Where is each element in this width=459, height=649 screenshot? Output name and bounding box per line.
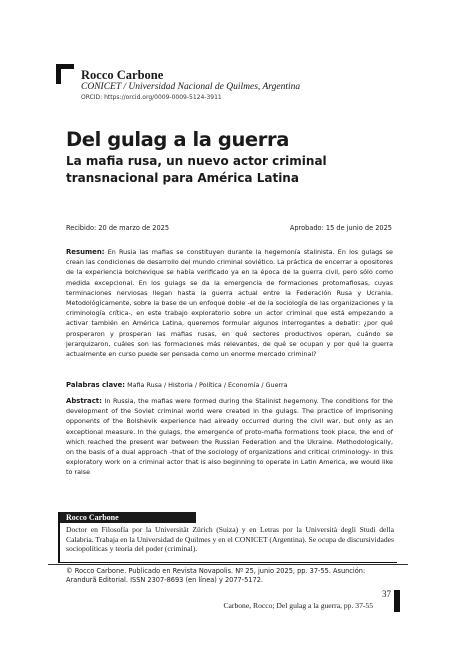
author-affiliation: CONICET / Universidad Nacional de Quilmes, Argentina (81, 82, 301, 92)
resumen-label: Resumen: (66, 248, 105, 256)
bio-text: Doctor en Filosofía por la Universität Zürich (Suiza) y en Letras por la Università degli Studi della Calabria. Trabaja en la Universidad de Quilmes y en el CONICET (Argentina). Se ocupa de discursividades sociopolíticas y teoría del poder (criminal). (66, 525, 394, 554)
article-subtitle: La mafia rusa, un nuevo actor criminal transnacional para América Latina (66, 154, 327, 185)
article-title: Del gulag a la guerra (66, 128, 289, 151)
author-orcid: ORCID: https://orcid.org/0009-0009-5124-3911 (81, 94, 222, 101)
author-name: Rocco Carbone (81, 68, 164, 82)
keywords-label: Palabras clave: (66, 381, 126, 389)
page-number: 37 (382, 589, 391, 599)
received-date: Recibido: 20 de marzo de 2025 (66, 224, 170, 232)
approved-date: Aprobado: 15 de junio de 2025 (289, 224, 392, 232)
keywords-text: Mafia Rusa / Historia / Política / Economía / Guerra (127, 381, 288, 389)
author-block (81, 68, 381, 102)
abstract-paragraph (66, 396, 393, 478)
resumen-paragraph (66, 247, 393, 359)
bio-heading: Rocco Carbone (60, 512, 196, 523)
abstract-label: Abstract: (66, 397, 102, 405)
resumen-text: En Rusia las mafias se constituyen durante la hegemonía stalinista. En los gulags se crean las condiciones de desarrollo del mundo criminal soviético. La práctica de encerrar a opositores de la experiencia bolchevique se había verificado ya en la época de la guerra civil, pero sólo como medida excepcional. En los gulags se da la emergencia de formaciones protomafiosas, cuyas terminaciones nerviosas llegan hasta la guerra actual entre la Federación Rusa y Ucrania. Metodológicamente, sobre la base de un enfoque doble -el de la sociología de las organizaciones y la criminología crítica-, en este trabajo exploratorio sobre un actor criminal que está empezando a activar también en América Latina, queremos formular algunos interrogantes a debatir: ¿por qué prosperaron y prosperan las mafias rusas, en qué sectores productivos operan, cuándo se jerarquizaron, cuáles son las formaciones más relevantes, de qué se ocupan y por qué la guerra actualmente en curso puede ser pensada como un enorme mercado criminal? (66, 248, 393, 359)
keywords-paragraph (66, 380, 393, 390)
page-marker-bar (394, 590, 400, 612)
running-head: Carbone, Rocco; Del gulag a la guerra, pp. 37-55 (223, 601, 373, 610)
author-bio-box (58, 512, 397, 563)
dates-row (66, 224, 392, 232)
abstract-text: In Russia, the mafias were formed during the Stalinist hegemony. The conditions for the development of the Soviet criminal world were created in the gulags. The practice of imprisoning opponents of the Bolshevik experience had already occurred during the civil war, but only as an exceptional measure. In the gulags, the emergence of proto-mafia formations took place, the end of which reached the present war between the Russian Federation and the Ukraine. Methodologically, on the basis of a dual approach -that of the sociology of organizations and critical criminology- in this exploratory work on a criminal actor that is also beginning to operate in Latin America, we would like to raise (66, 397, 393, 477)
publication-info: © Rocco Carbone. Publicado en Revista Novapolis. Nº 25, junio 2025, pp. 37-55. Asunción: Arandurã Editorial. ISSN 2307-8693 (en línea) y 2077-5172. (66, 567, 366, 585)
publication-divider (48, 564, 408, 565)
corner-bracket-vertical (56, 64, 61, 84)
